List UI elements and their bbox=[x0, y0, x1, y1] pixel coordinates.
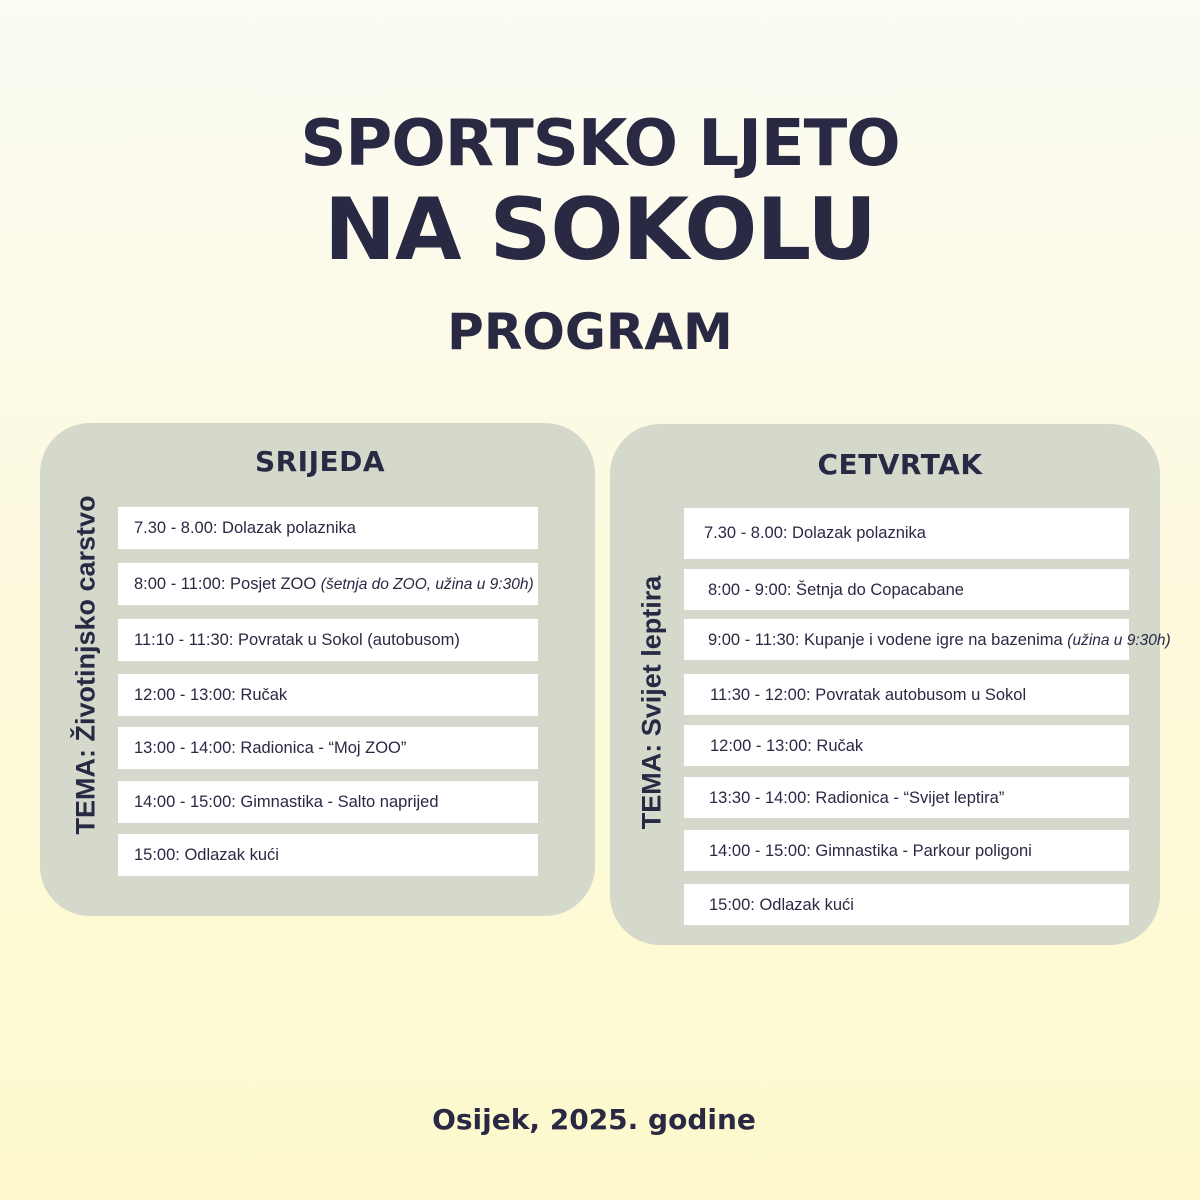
schedule-row bbox=[684, 619, 1171, 660]
schedule-row bbox=[684, 884, 1129, 925]
schedule-row bbox=[118, 727, 538, 769]
schedule-row bbox=[118, 507, 538, 549]
schedule-row bbox=[684, 777, 1129, 818]
schedule-row-text: 8:00 - 11:00: Posjet ZOO bbox=[134, 575, 321, 593]
schedule-row bbox=[118, 619, 538, 661]
schedule-row-text: 7.30 - 8.00: Dolazak polaznika bbox=[704, 524, 926, 542]
schedule-row-text: 13:00 - 14:00: Radionica - “Moj ZOO” bbox=[134, 739, 407, 757]
title-program: PROGRAM bbox=[447, 303, 733, 361]
schedule-row-text: 15:00: Odlazak kući bbox=[134, 846, 279, 864]
schedule-row-text: 12:00 - 13:00: Ručak bbox=[134, 686, 288, 704]
schedule-row bbox=[118, 781, 538, 823]
schedule-row-text: 11:30 - 12:00: Povratak autobusom u Sokol bbox=[710, 686, 1027, 704]
schedule-row bbox=[684, 508, 1129, 559]
schedule-row-text: 15:00: Odlazak kući bbox=[709, 896, 854, 914]
schedule-row-text: 11:10 - 11:30: Povratak u Sokol (autobusom) bbox=[134, 631, 460, 649]
schedule-row-note: (šetnja do ZOO, užina u 9:30h) bbox=[320, 576, 534, 593]
schedule-row-text: 9:00 - 11:30: Kupanje i vodene igre na bazenima bbox=[708, 631, 1068, 649]
schedule-row-text: 8:00 - 9:00: Šetnja do Copacabane bbox=[708, 581, 964, 599]
title-na-sokolu: NA SOKOLU bbox=[324, 180, 876, 280]
title-sportsko-ljeto: SPORTSKO LJETO bbox=[300, 107, 900, 181]
schedule-row-text: 12:00 - 13:00: Ručak bbox=[710, 737, 864, 755]
schedule-row-text: 7.30 - 8.00: Dolazak polaznika bbox=[134, 519, 356, 537]
schedule-row bbox=[118, 563, 538, 605]
schedule-row bbox=[684, 569, 1129, 610]
schedule-row-text: 14:00 - 15:00: Gimnastika - Salto naprijed bbox=[134, 793, 439, 811]
schedule-row-text: 14:00 - 15:00: Gimnastika - Parkour poligoni bbox=[709, 842, 1032, 860]
schedule-row bbox=[684, 674, 1129, 715]
schedule-row bbox=[118, 834, 538, 876]
schedule-row bbox=[684, 725, 1129, 766]
schedule-row bbox=[118, 674, 538, 716]
theme-label-srijeda: TEMA: Životinjsko carstvo bbox=[70, 495, 101, 835]
day-title: SRIJEDA bbox=[254, 445, 386, 478]
day-title: CETVRTAK bbox=[817, 448, 983, 481]
schedule-row bbox=[684, 830, 1129, 871]
theme-label-cetvrtak: TEMA: Svijet leptira bbox=[636, 575, 667, 830]
schedule-row-text: 13:30 - 14:00: Radionica - “Svijet leptira” bbox=[709, 789, 1005, 807]
schedule-row-note: (užina u 9:30h) bbox=[1067, 632, 1171, 649]
footer-place-date: Osijek, 2025. godine bbox=[432, 1103, 756, 1136]
